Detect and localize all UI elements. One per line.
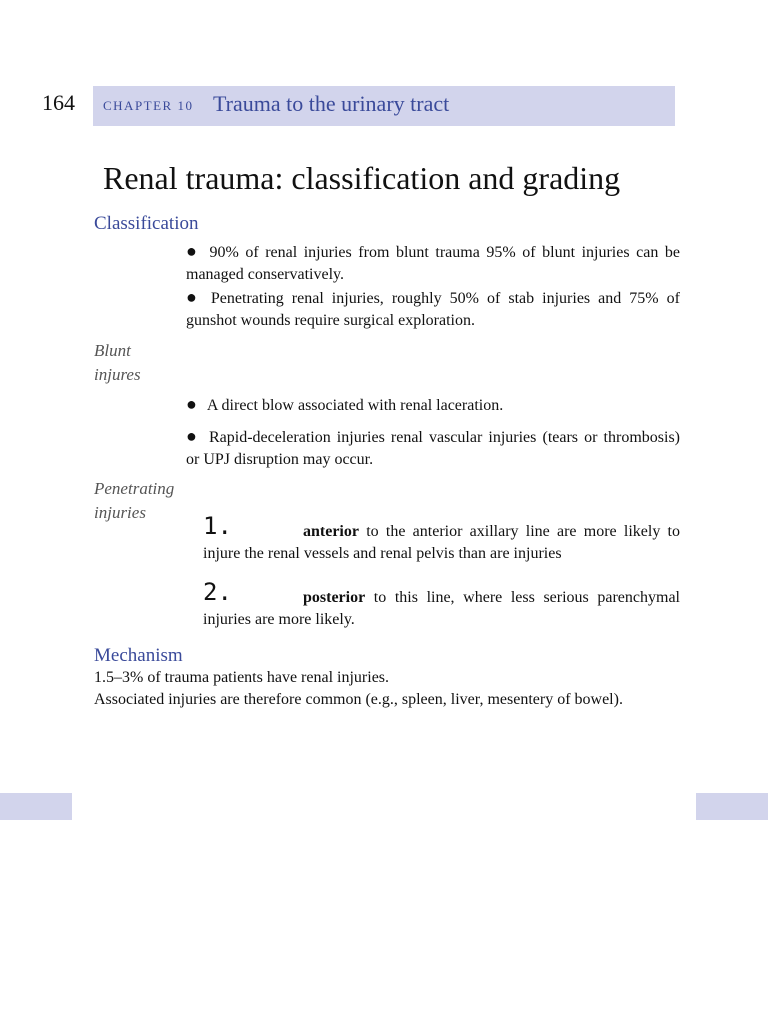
classification-heading: Classification	[94, 213, 199, 234]
page-title: Renal trauma: classification and grading	[103, 160, 621, 196]
mechanism-heading: Mechanism	[94, 645, 183, 666]
penetrating-injuries-label: Penetrating injuries	[94, 479, 175, 522]
footer-tab-left	[0, 793, 72, 820]
penetrating-item-2: 2. posterior to this line, where less serious parenchymal injuries are more likely.	[203, 578, 680, 628]
chapter-title: Trauma to the urinary tract	[213, 91, 450, 116]
page-number: 164	[42, 90, 75, 115]
blunt-injuries-label: Blunt injures	[94, 341, 141, 384]
classification-bullet-2: ● Penetrating renal injuries, roughly 50% of stab injuries and 75% of gunshot wounds require surgical exploration.	[186, 287, 680, 329]
penetrating-item-1: 1. anterior to the anterior axillary line are more likely to injure the renal vessels and renal pelvis than are injuries	[203, 512, 680, 562]
bullet-icon: ●	[186, 241, 200, 261]
list-number: 2.	[203, 578, 232, 606]
bullet-icon: ●	[186, 426, 199, 446]
bullet-icon: ●	[186, 394, 197, 414]
list-number: 1.	[203, 512, 232, 540]
blunt-bullet-2: ● Rapid-deceleration injuries renal vascular injuries (tears or thrombosis) or UPJ disruption may occur.	[186, 426, 680, 468]
bullet-icon: ●	[186, 287, 201, 307]
chapter-label: CHAPTER 10	[103, 98, 194, 113]
mechanism-text: 1.5–3% of trauma patients have renal injuries. Associated injuries are therefore common (e.g., spleen, liver, mesentery of bowel).	[94, 669, 623, 708]
blunt-bullet-1: ● A direct blow associated with renal laceration.	[186, 394, 504, 414]
footer-tab-right	[696, 793, 768, 820]
classification-bullet-1: ● 90% of renal injuries from blunt trauma 95% of blunt injuries can be managed conservatively.	[186, 241, 680, 283]
chapter-header-bar	[93, 86, 675, 126]
